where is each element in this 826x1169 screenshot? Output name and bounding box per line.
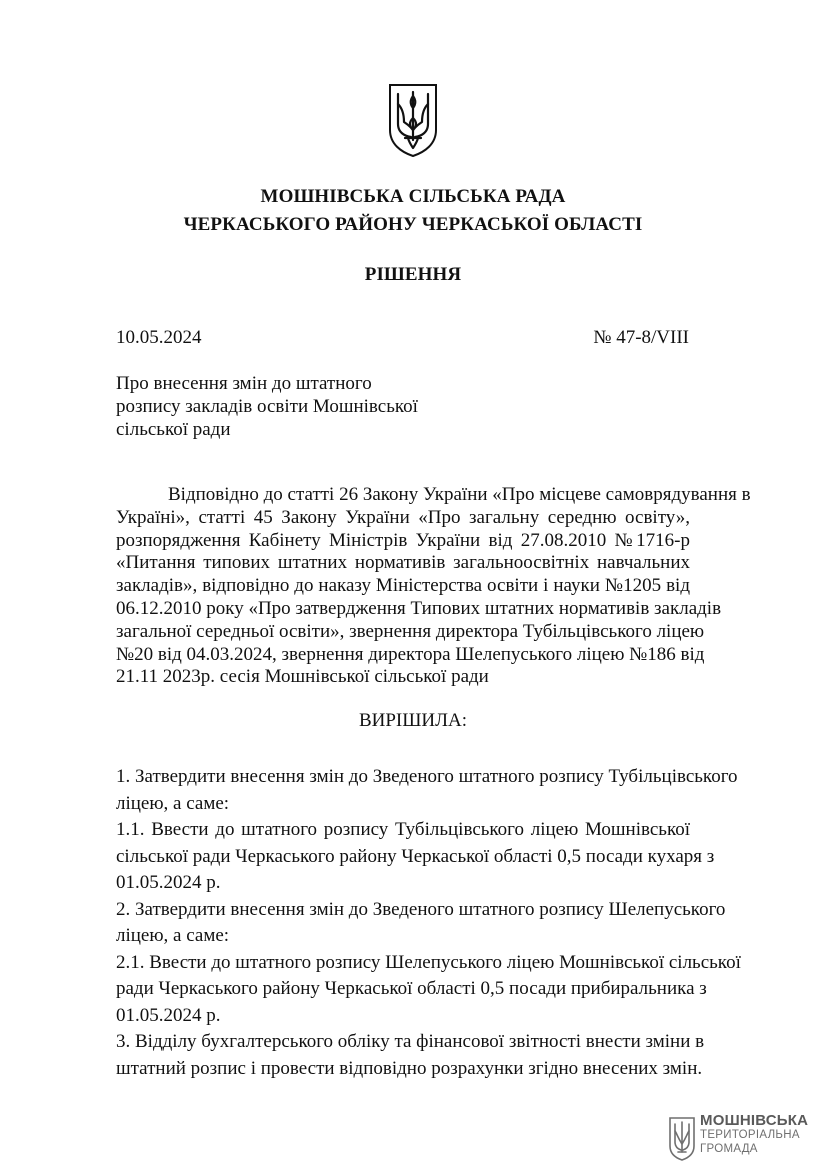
decision-items [116, 764, 741, 1082]
trident-logo-icon [668, 1116, 696, 1162]
item-line: 1. Затвердити внесення змін до Зведеного штатного розпису Тубільцівського [116, 766, 738, 787]
item-line: 2. Затвердити внесення змін до Зведеного штатного розпису Шелепуського [116, 898, 726, 920]
decision-subject [116, 372, 418, 441]
decision-number: № 47-8/VIII [593, 327, 689, 348]
decided-heading: ВИРІШИЛА: [358, 710, 468, 731]
item-line: сільської ради Черкаського району Черкаської області 0,5 посади кухаря з [116, 845, 715, 867]
preamble-line: Відповідно до статті 26 Закону України «Про місцеве самоврядування в [168, 484, 751, 505]
council-name: МОШНІВСЬКА СІЛЬСЬКА РАДА [260, 186, 566, 207]
preamble-line: закладів», відповідно до наказу Міністерства освіти і науки №1205 від [116, 575, 690, 597]
district-name: ЧЕРКАСЬКОГО РАЙОНУ ЧЕРКАСЬКОЇ ОБЛАСТІ [183, 214, 643, 235]
item-line: ліцею, а саме: [116, 792, 230, 814]
subject-line: сільської ради [116, 419, 231, 440]
subject-line: розпису закладів освіти Мошнівської [116, 396, 418, 417]
coat-of-arms-icon [387, 82, 439, 158]
item-line: ліцею, а саме: [116, 925, 230, 946]
preamble-line: загальної середньої освіти», звернення директора Тубільцівського ліцею [116, 620, 705, 642]
document-type: РІШЕННЯ [364, 264, 462, 285]
community-logo [668, 1114, 818, 1164]
item-line: 3. Відділу бухгалтерського обліку та фінансової звітності внести зміни в [116, 1031, 705, 1052]
item-line: ради Черкаського району Черкаської області 0,5 посади прибиральника з [116, 978, 707, 999]
preamble-paragraph [116, 484, 751, 689]
logo-subtitle: ГРОМАДА [700, 1143, 758, 1155]
item-line: штатний розпис і провести відповідно розрахунки згідно внесених змін. [116, 1057, 703, 1079]
item-line: 2.1. Ввести до штатного розпису Шелепуського ліцею Мошнівської сільської [116, 951, 741, 973]
logo-subtitle: ТЕРИТОРІАЛЬНА [700, 1129, 800, 1141]
logo-title: МОШНІВСЬКА [700, 1112, 809, 1129]
item-line: 1.1. Ввести до штатного розпису Тубільцівського ліцею Мошнівської [116, 819, 690, 840]
preamble-line: «Питання типових штатних нормативів загальноосвітніх навчальних [116, 552, 690, 574]
preamble-line: №20 від 04.03.2024, звернення директора Шелепуського ліцею №186 від [116, 643, 705, 665]
subject-line: Про внесення змін до штатного [116, 373, 372, 394]
preamble-line: 21.11 2023р. сесія Мошнівської сільської ради [116, 666, 489, 688]
decision-date: 10.05.2024 [116, 327, 202, 348]
item-line: 01.05.2024 р. [116, 1004, 221, 1026]
preamble-line: 06.12.2010 року «Про затвердження Типових штатних нормативів закладів [116, 597, 722, 619]
logo-text [700, 1114, 808, 1156]
item-line: 01.05.2024 р. [116, 872, 221, 893]
preamble-line: розпорядження Кабінету Міністрів України від 27.08.2010 №1716-р [116, 529, 690, 551]
preamble-line: Україні», статті 45 Закону України «Про загальну середню освіту», [116, 506, 690, 528]
